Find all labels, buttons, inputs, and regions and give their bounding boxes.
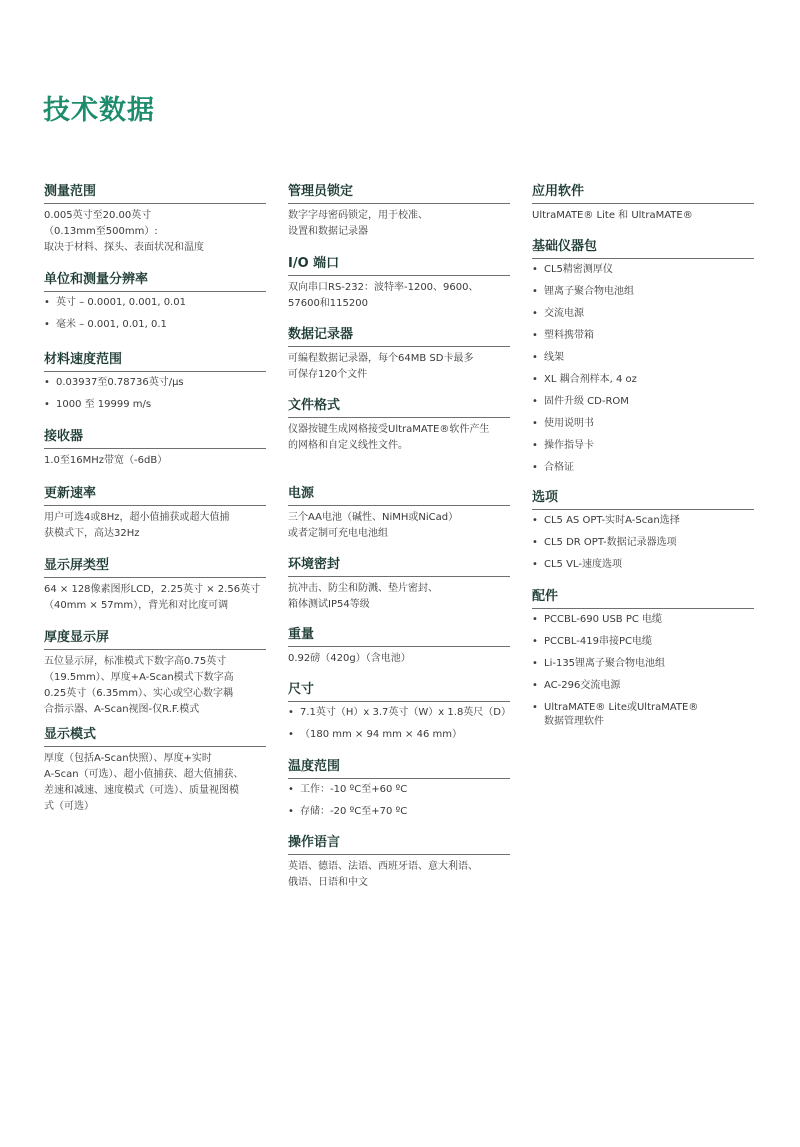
- list-item-text: AC-296交流电源: [544, 680, 621, 691]
- bullet-list: [44, 376, 266, 412]
- section-io-port: [288, 255, 510, 312]
- section-text: 0.92磅（420g）（含电池）: [288, 653, 411, 664]
- section-base-kit: [532, 238, 754, 483]
- section-heading: 单位和测量分辨率: [44, 271, 266, 292]
- list-item: • UltraMATE® Lite或UltraMATE® 数据管理软件: [532, 702, 699, 727]
- section-heading: 材料速度范围: [44, 351, 266, 372]
- section-heading: 温度范围: [288, 758, 510, 779]
- list-item: • 合格证: [532, 462, 574, 473]
- list-item: • 0.03937至0.78736英寸/µs: [44, 377, 184, 388]
- section-measurement-range: [44, 183, 266, 256]
- section-heading: 基础仪器包: [532, 238, 754, 259]
- list-item: • 线架: [532, 352, 564, 363]
- section-text: 数字字母密码锁定，用于校准、 设置和数据记录器: [288, 210, 428, 237]
- list-item-text: 锂离子聚合物电池组: [544, 286, 634, 297]
- list-item-text: 线架: [544, 352, 564, 363]
- list-item: • Li-135锂离子聚合物电池组: [532, 658, 666, 669]
- list-item: • （180 mm × 94 mm × 46 mm）: [288, 729, 462, 740]
- list-item-text: 0.03937至0.78736英寸/µs: [56, 377, 184, 388]
- list-item: • 操作指导卡: [532, 440, 594, 451]
- section-heading: I/O 端口: [288, 255, 510, 276]
- section-heading: 厚度显示屏: [44, 629, 266, 650]
- section-data-logger: [288, 326, 510, 383]
- list-item-text: CL5精密测厚仪: [544, 264, 613, 275]
- list-item: • AC-296交流电源: [532, 680, 621, 691]
- section-heading: 管理员锁定: [288, 183, 510, 204]
- list-item-text: 固件升级 CD-ROM: [544, 396, 629, 407]
- section-text: 用户可选4或8Hz，超小值捕获或超大值捕 获模式下，高达32Hz: [44, 512, 230, 539]
- section-heading: 环境密封: [288, 556, 510, 577]
- list-item: • 使用说明书: [532, 418, 594, 429]
- page-title: 技术数据: [43, 95, 155, 126]
- section-dimensions: [288, 681, 510, 750]
- list-item-text: 使用说明书: [544, 418, 594, 429]
- section-velocity-range: [44, 351, 266, 420]
- section-text: 0.005英寸至20.00英寸 （0.13mm至500mm）: 取决于材料、探头、表面状况和温度: [44, 210, 204, 253]
- list-item-text: 塑料携带箱: [544, 330, 594, 341]
- section-text: 可编程数据记录器，每个64MB SD卡最多 可保存120个文件: [288, 353, 474, 380]
- section-update-rate: [44, 485, 266, 542]
- section-display-modes: [44, 726, 266, 815]
- section-heading: 重量: [288, 626, 510, 647]
- bullet-list: [532, 263, 754, 475]
- list-item: • CL5 VL-速度选项: [532, 559, 622, 570]
- section-text: 1.0至16MHz带宽（-6dB）: [44, 455, 168, 466]
- section-heading: 数据记录器: [288, 326, 510, 347]
- section-heading: 操作语言: [288, 834, 510, 855]
- section-heading: 应用软件: [532, 183, 754, 204]
- section-operating-languages: [288, 834, 510, 891]
- bullet-list: [44, 296, 266, 332]
- list-item-text: CL5 DR OPT-数据记录器选项: [544, 537, 677, 548]
- section-options: [532, 489, 754, 580]
- list-item-text: 7.1英寸（H）x 3.7英寸（W）x 1.8英尺（D）: [300, 707, 512, 718]
- section-heading: 显示屏类型: [44, 557, 266, 578]
- list-item-text: 工作：-10 ºC至+60 ºC: [300, 784, 408, 795]
- section-temperature-range: [288, 758, 510, 827]
- list-item: • PCCBL-419串接PC电缆: [532, 636, 652, 647]
- section-heading: 接收器: [44, 428, 266, 449]
- list-item: • 固件升级 CD-ROM: [532, 396, 629, 407]
- section-heading: 文件格式: [288, 397, 510, 418]
- list-item: • 存储：-20 ºC至+70 ºC: [288, 806, 408, 817]
- section-heading: 测量范围: [44, 183, 266, 204]
- bullet-list: [288, 706, 510, 742]
- section-file-format: [288, 397, 510, 454]
- list-item-text: PCCBL-690 USB PC 电缆: [544, 614, 663, 625]
- list-item-text: CL5 VL-速度选项: [544, 559, 622, 570]
- list-item: • 毫米 – 0.001, 0.01, 0.1: [44, 319, 167, 330]
- list-item: • 英寸 – 0.0001, 0.001, 0.01: [44, 297, 186, 308]
- section-text: 双向串口RS-232：波特率-1200、9600、 57600和115200: [288, 282, 479, 309]
- section-text: 64 × 128像素图形LCD，2.25英寸 × 2.56英寸 （40mm × 57mm），背光和对比度可调: [44, 584, 261, 611]
- list-item: • PCCBL-690 USB PC 电缆: [532, 614, 663, 625]
- section-text: 仪器按键生成网格接受UltraMATE®软件产生 的网格和自定义线性文件。: [288, 424, 490, 451]
- section-power: [288, 485, 510, 542]
- section-text: UltraMATE® Lite 和 UltraMATE®: [532, 210, 693, 221]
- section-display-type: [44, 557, 266, 614]
- list-item-text: PCCBL-419串接PC电缆: [544, 636, 652, 647]
- section-text: 英语、德语、法语、西班牙语、意大利语、 俄语、日语和中文: [288, 861, 478, 888]
- list-item: • 锂离子聚合物电池组: [532, 286, 634, 297]
- list-item-text: 存储：-20 ºC至+70 ºC: [300, 806, 408, 817]
- section-text: 五位显示屏，标准模式下数字高0.75英寸 （19.5mm）、厚度+A-Scan模式下数字高 0.25英寸（6.35mm）、实心或空心数字耦 合指示器、A-Scan视图-仅R.F.模式: [44, 656, 234, 715]
- section-thickness-display: [44, 629, 266, 718]
- section-text: 厚度（包括A-Scan快照）、厚度+实时 A-Scan（可选）、超小值捕获、超大值捕获、 差速和减速、速度模式（可选）、质量视图模 式（可选）: [44, 753, 244, 812]
- section-text: 三个AA电池（碱性、NiMH或NiCad） 或者定制可充电电池组: [288, 512, 459, 539]
- list-item-text: 合格证: [544, 462, 574, 473]
- bullet-list: [288, 783, 510, 819]
- list-item: • 交流电源: [532, 308, 584, 319]
- section-units-resolution: [44, 271, 266, 340]
- section-accessories: [532, 588, 754, 737]
- list-item-text: 英寸 – 0.0001, 0.001, 0.01: [56, 297, 186, 308]
- section-environmental-seal: [288, 556, 510, 613]
- list-item: • 塑料携带箱: [532, 330, 594, 341]
- section-application-software: [532, 183, 754, 224]
- list-item-text: UltraMATE® Lite或UltraMATE® 数据管理软件: [544, 702, 699, 727]
- list-item: • CL5 AS OPT-实时A-Scan选择: [532, 515, 680, 526]
- section-weight: [288, 626, 510, 667]
- list-item: • 1000 至 19999 m/s: [44, 399, 152, 410]
- list-item-text: XL 耦合剂样本, 4 oz: [544, 374, 637, 385]
- section-heading: 配件: [532, 588, 754, 609]
- list-item: • CL5精密测厚仪: [532, 264, 613, 275]
- section-heading: 更新速率: [44, 485, 266, 506]
- list-item: • XL 耦合剂样本, 4 oz: [532, 374, 637, 385]
- section-heading: 显示模式: [44, 726, 266, 747]
- section-text: 抗冲击、防尘和防溅、垫片密封、 箱体测试IP54等级: [288, 583, 438, 610]
- list-item-text: CL5 AS OPT-实时A-Scan选择: [544, 515, 680, 526]
- section-heading: 选项: [532, 489, 754, 510]
- list-item-text: （180 mm × 94 mm × 46 mm）: [300, 729, 462, 740]
- list-item-text: 交流电源: [544, 308, 584, 319]
- list-item-text: Li-135锂离子聚合物电池组: [544, 658, 666, 669]
- list-item: • 7.1英寸（H）x 3.7英寸（W）x 1.8英尺（D）: [288, 707, 512, 718]
- list-item: • CL5 DR OPT-数据记录器选项: [532, 537, 677, 548]
- bullet-list: [532, 514, 754, 572]
- section-receiver: [44, 428, 266, 469]
- list-item-text: 毫米 – 0.001, 0.01, 0.1: [56, 319, 167, 330]
- section-heading: 电源: [288, 485, 510, 506]
- bullet-list: [532, 613, 754, 729]
- section-heading: 尺寸: [288, 681, 510, 702]
- list-item-text: 操作指导卡: [544, 440, 594, 451]
- section-admin-lock: [288, 183, 510, 240]
- list-item: • 工作：-10 ºC至+60 ºC: [288, 784, 408, 795]
- list-item-text: 1000 至 19999 m/s: [56, 399, 152, 410]
